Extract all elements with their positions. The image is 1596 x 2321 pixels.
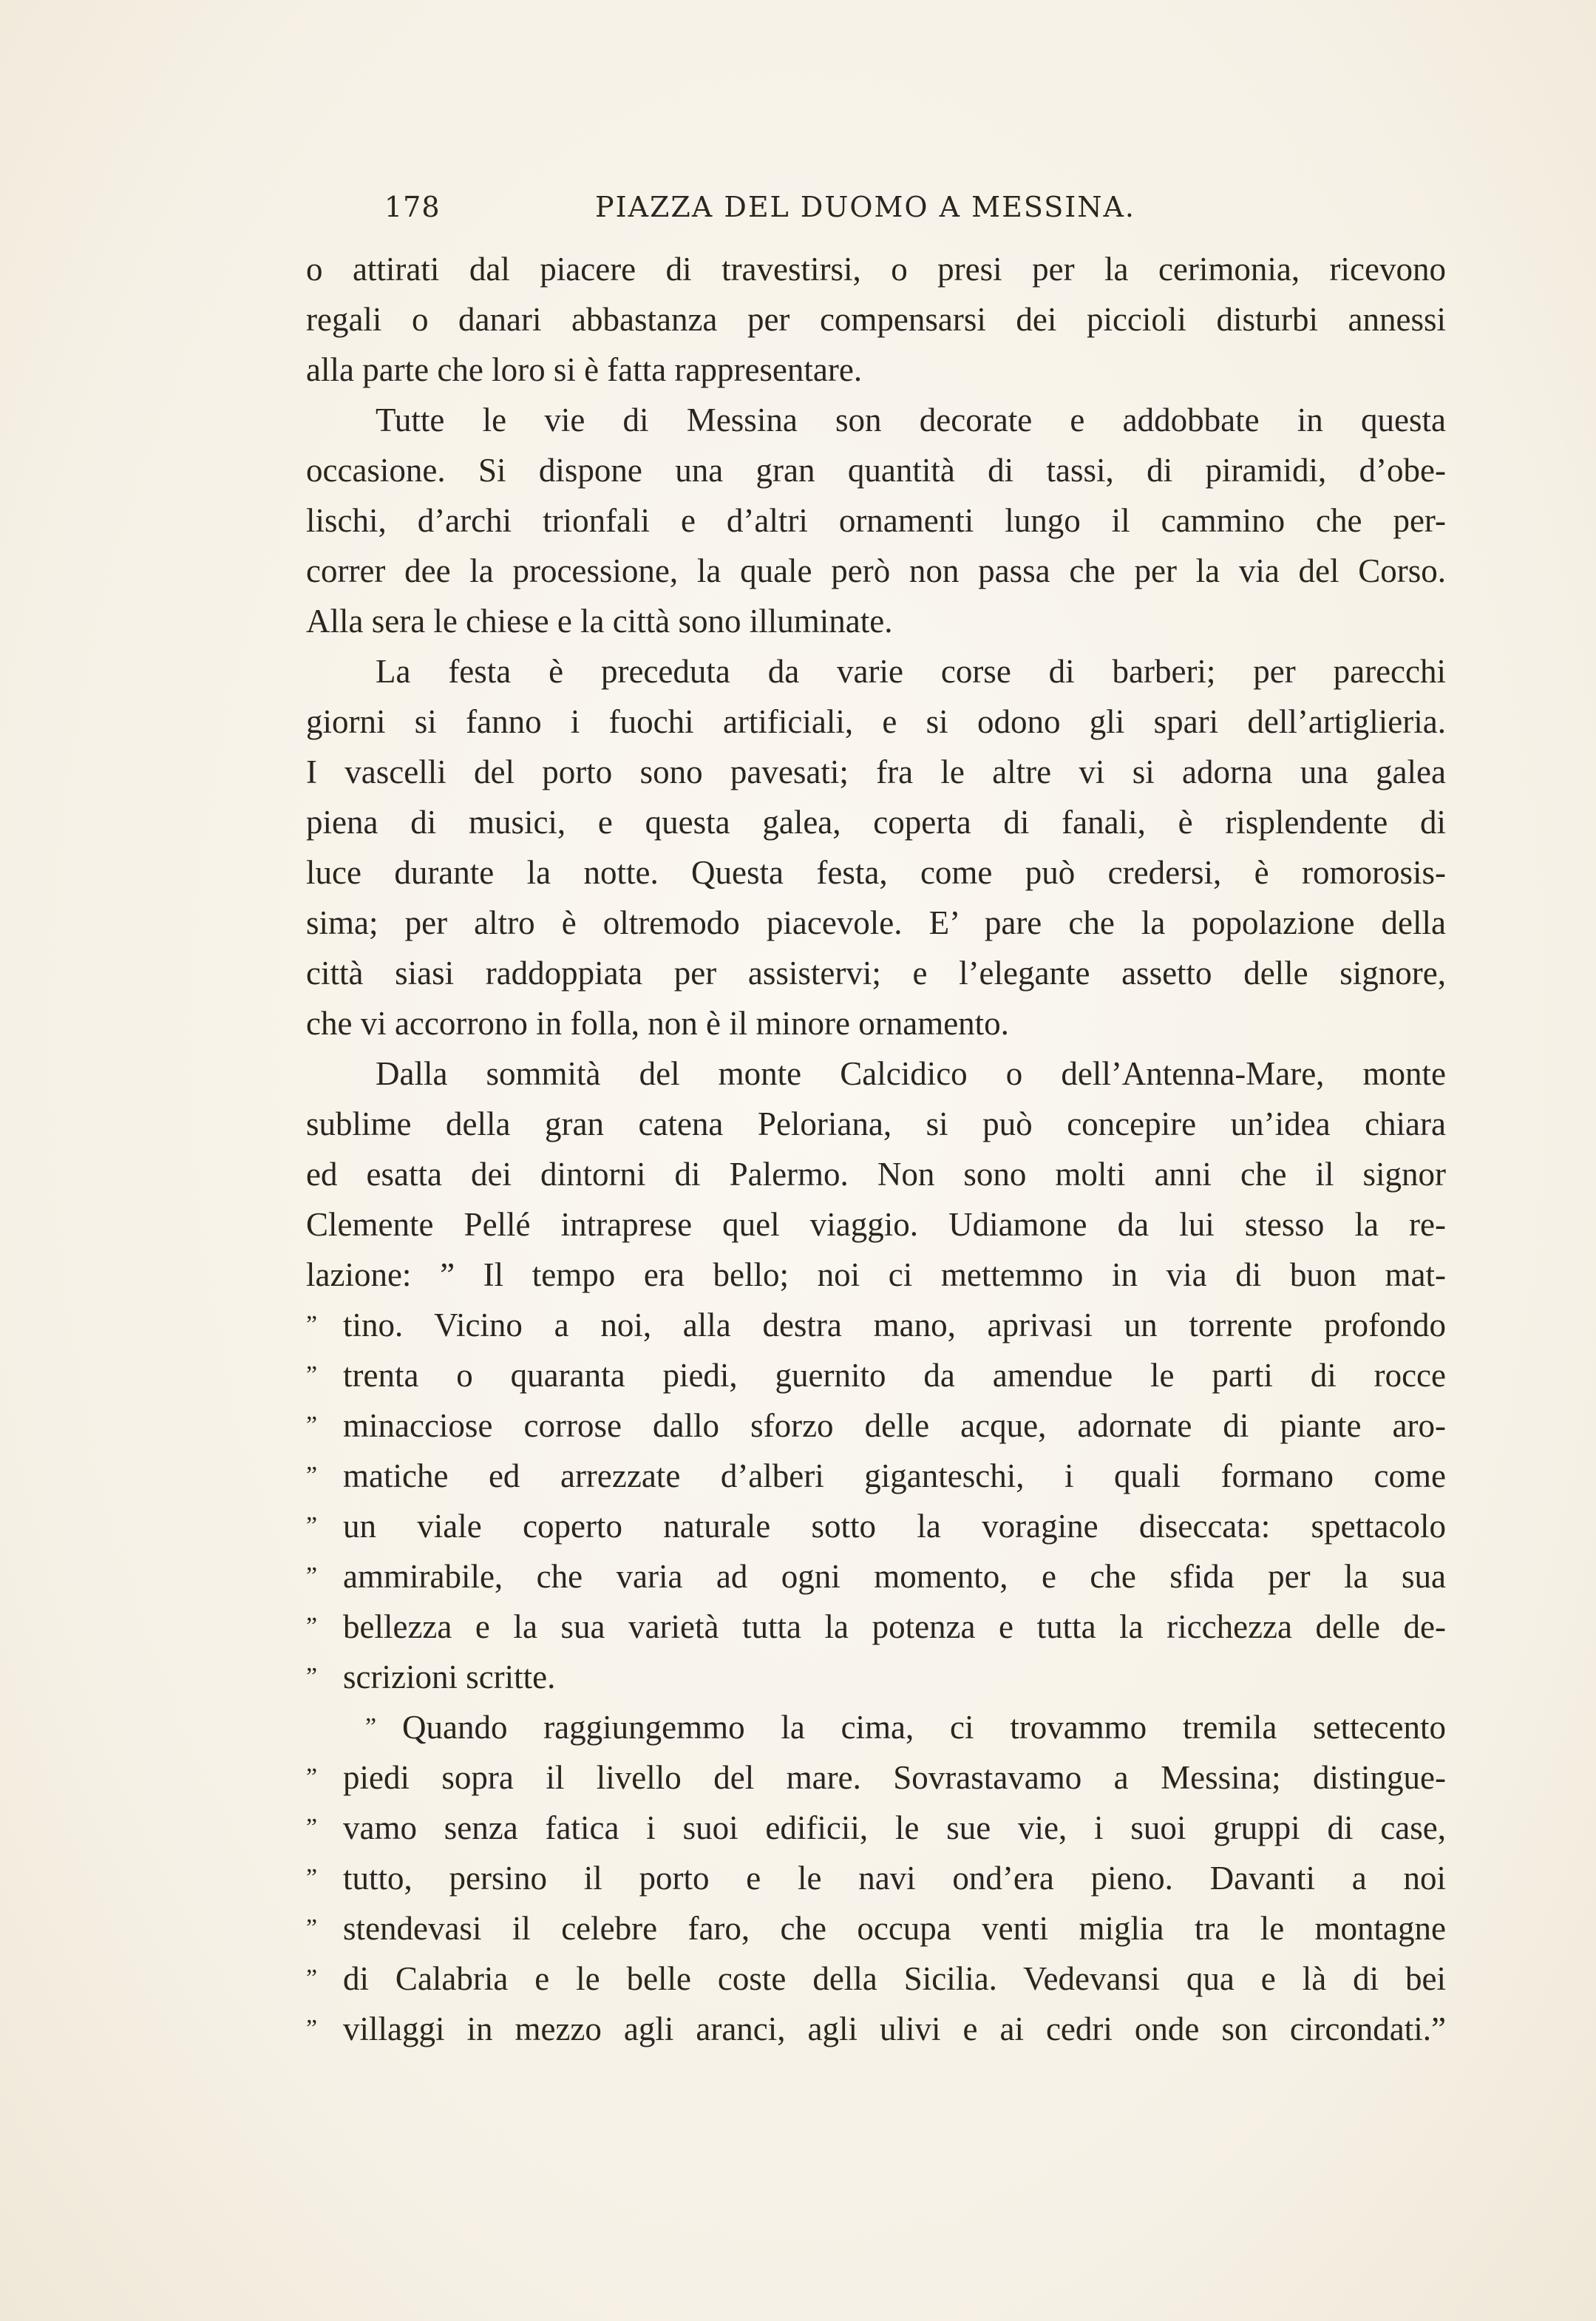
text-line: giorni si fanno i fuochi artificiali, e si odono gli spari dell’artiglieria. [306, 703, 1446, 740]
text-line: piena di musici, e questa galea, coperta di fanali, è risplendente di [306, 804, 1446, 841]
text-line: I vascelli del porto sono pavesati; fra le altre vi si adorna una galea [306, 753, 1446, 790]
text-line: Tutte le vie di Messina son decorate e addobbate in questa [376, 401, 1446, 438]
text-line: lazione: ” Il tempo era bello; noi ci mettemmo in via di buon mat- [306, 1256, 1446, 1293]
quoted-line [306, 1602, 1446, 1652]
running-title: PIAZZA DEL DUOMO A MESSINA. [595, 191, 1136, 223]
quoted-line [306, 1853, 1446, 1903]
text-line: correr dee la processione, la quale però non passa che per la via del Corso. [306, 552, 1446, 589]
text-line: o attirati dal piacere di travestirsi, o presi per la cerimonia, ricevono [306, 251, 1446, 288]
quoted-line [306, 1954, 1446, 2004]
text-line: di Calabria e le belle coste della Sicilia. Vedevansi qua e là di bei [343, 1960, 1446, 1997]
text-line: Clemente Pellé intraprese quel viaggio. Udiamone da lui stesso la re- [306, 1206, 1446, 1243]
text-line: luce durante la notte. Questa festa, come può credersi, è romorosis- [306, 854, 1446, 891]
text-line: scrizioni scritte. [343, 1658, 556, 1695]
text-line: Quando raggiungemmo la cima, ci trovammo tremila settecento [402, 1709, 1446, 1746]
quoted-line [306, 1551, 1446, 1602]
quoted-line [306, 1451, 1446, 1501]
text-line: Alla sera le chiese e la città sono illuminate. [306, 603, 893, 640]
quote-mark: ” [306, 1814, 318, 1841]
quoted-line [306, 1752, 1446, 1803]
quote-mark: ” [365, 1713, 377, 1741]
quoted-line [306, 1350, 1446, 1400]
text-line: vamo senza fatica i suoi edificii, le sue vie, i suoi gruppi di case, [343, 1809, 1446, 1846]
quoted-line [306, 2004, 1446, 2054]
quote-mark: ” [306, 1311, 318, 1338]
quoted-line [306, 1300, 1446, 1350]
page-number: 178 [384, 191, 441, 223]
quote-mark: ” [306, 1512, 318, 1539]
quote-mark: ” [306, 2015, 318, 2042]
text-line: matiche ed arrezzate d’alberi giganteschi, i quali formano come [343, 1457, 1446, 1494]
text-line: alla parte che loro si è fatta rappresentare. [306, 351, 863, 388]
body-text [306, 244, 1446, 2054]
quote-mark: ” [306, 1965, 318, 1992]
text-line: stendevasi il celebre faro, che occupa venti miglia tra le montagne [343, 1910, 1446, 1947]
quoted-line [306, 1652, 1446, 1702]
quote-mark: ” [306, 1462, 318, 1489]
text-line: ammirabile, che varia ad ogni momento, e che sfida per la sua [343, 1558, 1446, 1595]
quote-mark: ” [306, 1613, 318, 1640]
text-line: piedi sopra il livello del mare. Sovrastavamo a Messina; distingue- [343, 1759, 1446, 1796]
text-line: lischi, d’archi trionfali e d’altri ornamenti lungo il cammino che per- [306, 502, 1446, 539]
text-line: minacciose corrose dallo sforzo delle acque, adornate di piante aro- [343, 1407, 1446, 1444]
quote-mark: ” [306, 1562, 318, 1590]
text-line: trenta o quaranta piedi, guernito da amendue le parti di rocce [343, 1357, 1446, 1394]
text-line: tutto, persino il porto e le navi ond’era pieno. Davanti a noi [343, 1860, 1446, 1897]
quoted-line [306, 1903, 1446, 1954]
text-line: sublime della gran catena Peloriana, si può concepire un’idea chiara [306, 1105, 1446, 1142]
text-line: che vi accorrono in folla, non è il minore ornamento. [306, 1005, 1009, 1042]
text-line: tino. Vicino a noi, alla destra mano, aprivasi un torrente profondo [343, 1307, 1446, 1344]
text-line: sima; per altro è oltremodo piacevole. E’ pare che la popolazione della [306, 904, 1446, 941]
quote-mark: ” [306, 1763, 318, 1791]
text-line: regali o danari abbastanza per compensarsi dei piccioli disturbi annessi [306, 301, 1446, 338]
quote-mark: ” [306, 1412, 318, 1439]
text-line: Dalla sommità del monte Calcidico o dell’Antenna-Mare, monte [376, 1055, 1446, 1092]
quoted-line [306, 1501, 1446, 1551]
text-line: villaggi in mezzo agli aranci, agli ulivi e ai cedri onde son circondati.” [343, 2010, 1446, 2047]
quoted-line [306, 1400, 1446, 1451]
text-line: un viale coperto naturale sotto la voragine diseccata: spettacolo [343, 1508, 1446, 1545]
quote-mark: ” [306, 1864, 318, 1891]
quote-mark: ” [306, 1914, 318, 1942]
text-line: bellezza e la sua varietà tutta la potenza e tutta la ricchezza delle de- [343, 1608, 1446, 1645]
text-line: La festa è preceduta da varie corse di barberi; per parecchi [376, 653, 1446, 690]
text-line: occasione. Si dispone una gran quantità di tassi, di piramidi, d’obe- [306, 452, 1446, 489]
running-header [384, 191, 1456, 235]
quote-mark: ” [306, 1361, 318, 1389]
quote-mark: ” [306, 1663, 318, 1690]
text-line: città siasi raddoppiata per assistervi; e l’elegante assetto delle signore, [306, 955, 1446, 992]
quoted-line [306, 1702, 1446, 1752]
quoted-line [306, 1803, 1446, 1853]
text-line: ed esatta dei dintorni di Palermo. Non sono molti anni che il signor [306, 1156, 1446, 1193]
